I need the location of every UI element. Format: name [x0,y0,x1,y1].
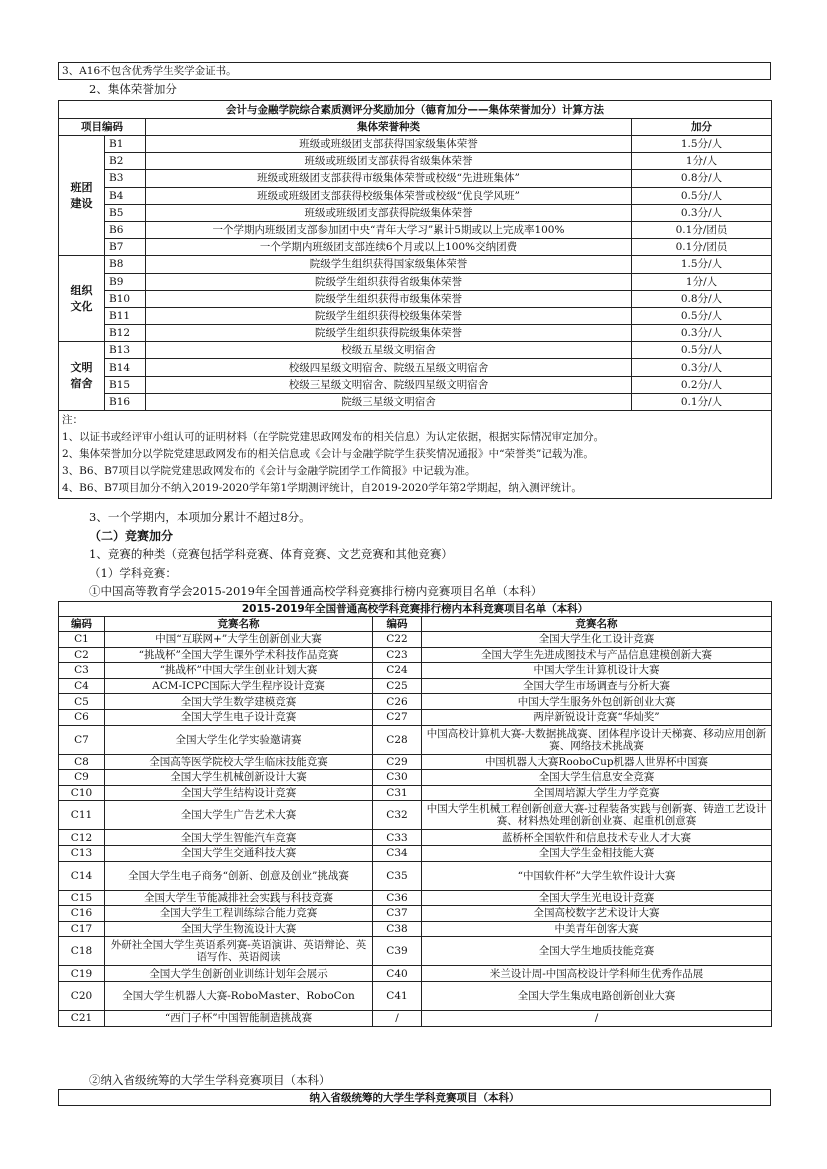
competition-code: C29 [373,754,422,770]
competition-name: 全国大学生数学建模竞赛 [105,694,373,710]
item-code: B1 [105,136,146,153]
competition-code: C36 [373,890,422,906]
limit-paragraph: 3、一个学期内，本项加分累计不超过8分。 [89,510,311,524]
note-line: 注： [62,414,83,426]
honor-description: 班级或班级团支部获得国家级集体荣誉 [146,136,632,153]
item-code: B13 [105,342,146,359]
item-code: B5 [105,204,146,221]
score-value: 0.8分/人 [632,290,772,307]
header-cell: 加分 [632,119,772,136]
competition-name: 两岸新锐设计竞赛“华灿奖” [422,709,772,725]
competition-code: C40 [373,966,422,982]
table-row [59,966,772,982]
table-row [59,663,772,679]
section-title: （二）竞赛加分 [89,529,174,543]
note-line: 1、以证书或经评审小组认可的证明材料（在学院党建思政网发布的相关信息）为认定依据，根据实际情况审定加分。 [62,431,605,443]
honor-description: 院级学生组织获得校级集体荣誉 [146,307,632,324]
competition-name: 中国“互联网+”大学生创新创业大赛 [105,632,373,648]
table-row [59,359,772,376]
competition-name: 全国大学生电子商务“创新、创意及创业”挑战赛 [105,861,373,890]
score-value: 0.8分/人 [632,170,772,187]
competition-name: 全国大学生地质技能竞赛 [422,937,772,966]
competition-name: 全国大学生物流设计大赛 [105,921,373,937]
competition-code: C31 [373,785,422,801]
item-code: B8 [105,256,146,273]
honor-description: 班级或班级团支部获得院级集体荣誉 [146,204,632,221]
table-row [59,709,772,725]
competition-code: C23 [373,647,422,663]
table-row [59,393,772,410]
competition-code: C27 [373,709,422,725]
competition-name: 全国大学生金相技能大赛 [422,845,772,861]
competition-name: 全国大学生创新创业训练计划年会展示 [105,966,373,982]
competition-code: C5 [59,694,105,710]
competition-name: 全国大学生结构设计竞赛 [105,785,373,801]
competition-name: 全国大学生节能减排社会实践与科技竞赛 [105,890,373,906]
item-code: B9 [105,273,146,290]
honor-description: 校级五星级文明宿舍 [146,342,632,359]
competition-code: C6 [59,709,105,725]
competition-name: 全国大学生交通科技大赛 [105,845,373,861]
header-cell: 竞赛名称 [105,617,373,632]
score-value: 0.3分/人 [632,325,772,342]
table-row [59,273,772,290]
competition-code: C25 [373,678,422,694]
table-row [59,290,772,307]
table-row [59,694,772,710]
competition-code: C13 [59,845,105,861]
score-value: 0.3分/人 [632,359,772,376]
provincial-table-title: 纳入省级统筹的大学生学科竞赛项目（本科） [59,1090,771,1106]
competition-code: C8 [59,754,105,770]
honor-description: 班级或班级团支部获得省级集体荣誉 [146,153,632,170]
table-row [59,981,772,1010]
competition-name: 全国大学生机器人大赛-RoboMaster、RoboCon [105,981,373,1010]
table-row [59,830,772,846]
table-header-row [59,617,772,632]
honor-description: 院级学生组织获得市级集体荣誉 [146,290,632,307]
item-code: B14 [105,359,146,376]
item-code: B12 [105,325,146,342]
competition-name: 全国大学生市场调查与分析大赛 [422,678,772,694]
score-value: 0.5分/人 [632,187,772,204]
table-row [59,239,772,256]
competition-code: C28 [373,725,422,754]
honor-description: 校级三星级文明宿舍、院级四星级文明宿舍 [146,376,632,393]
score-value: 0.5分/人 [632,307,772,324]
item-code: B15 [105,376,146,393]
competition-name: 全国大学生化工设计竞赛 [422,632,772,648]
competition-code: C1 [59,632,105,648]
table-row [59,647,772,663]
competition-name: 全国大学生机械创新设计大赛 [105,770,373,786]
competition-name: / [422,1010,772,1026]
header-cell: 竞赛名称 [422,617,772,632]
competition-name: 全国周培源大学生力学竞赛 [422,785,772,801]
honor-description: 班级或班级团支部获得市级集体荣誉或校级“先进班集体” [146,170,632,187]
competition-table [58,601,772,1027]
competition-name: 中国大学生服务外包创新创业大赛 [422,694,772,710]
competition-code: C3 [59,663,105,679]
top-note-box [58,62,771,80]
competition-code: C11 [59,801,105,830]
header-cell: 编码 [59,617,105,632]
honor-description: 一个学期内班级团支部连续6个月或以上100%交纳团费 [146,239,632,256]
competition-code: C4 [59,678,105,694]
competition-name: 全国大学生工程训练综合能力竞赛 [105,906,373,922]
table-row [59,845,772,861]
table-row [59,770,772,786]
competition-name: ACM-ICPC国际大学生程序设计竞赛 [105,678,373,694]
competition-name: “中国软件杯”大学生软件设计大赛 [422,861,772,890]
subject-competition-label: （1）学科竞赛： [89,566,177,580]
item-code: B3 [105,170,146,187]
competition-code: C16 [59,906,105,922]
competition-name: 全国大学生电子设计竞赛 [105,709,373,725]
table-row [59,906,772,922]
table-row [59,325,772,342]
competition-name: 外研社全国大学生英语系列赛-英语演讲、英语辩论、英语写作、英语阅读 [105,937,373,966]
competition-code: C10 [59,785,105,801]
header-cell: 集体荣誉种类 [146,119,632,136]
score-value: 1分/人 [632,273,772,290]
score-value: 1分/人 [632,153,772,170]
competition-code: / [373,1010,422,1026]
item-code: B2 [105,153,146,170]
table-row [59,153,772,170]
provincial-list-heading: ②纳入省级统筹的大学生学科竞赛项目（本科） [89,1073,331,1087]
table-row [59,187,772,204]
collective-honor-table [58,100,772,499]
header-cell: 项目编码 [59,119,146,136]
ranking-list-heading: ①中国高等教育学会2015-2019年全国普通高校学科竞赛排行榜内竞赛项目名单（本科） [89,584,543,598]
competition-name: 全国大学生光电设计竞赛 [422,890,772,906]
competition-name: “挑战杯”全国大学生课外学术科技作品竞赛 [105,647,373,663]
competition-code: C12 [59,830,105,846]
competition-code: C26 [373,694,422,710]
header-cell: 编码 [373,617,422,632]
competition-code: C33 [373,830,422,846]
score-value: 0.1分/人 [632,393,772,410]
competition-code: C32 [373,801,422,830]
competition-types: 1、竞赛的种类（竞赛包括学科竞赛、体育竞赛、文艺竞赛和其他竞赛） [89,547,453,561]
competition-code: C15 [59,890,105,906]
competition-name: 全国大学生信息安全竞赛 [422,770,772,786]
honor-description: 一个学期内班级团支部参加团中央“青年大学习”累计5期或以上完成率100% [146,221,632,238]
competition-name: 全国高校数字艺术设计大赛 [422,906,772,922]
competition-name: 中国高校计算机大赛-大数据挑战赛、团体程序设计天梯赛、移动应用创新赛、网络技术挑战赛 [422,725,772,754]
competition-code: C2 [59,647,105,663]
score-value: 0.1分/团员 [632,239,772,256]
item-code: B6 [105,221,146,238]
table-row [59,785,772,801]
competition-code: C20 [59,981,105,1010]
competition-code: C35 [373,861,422,890]
table-row [59,136,772,153]
table-notes [59,411,772,499]
note-line: 4、B6、B7项目加分不纳入2019-2020学年第1学期测评统计，自2019-2020学年第2学期起，纳入测评统计。 [62,482,582,494]
table-row [59,921,772,937]
competition-code: C37 [373,906,422,922]
table-row [59,342,772,359]
table-row [59,1010,772,1026]
honor-description: 班级或班级团支部获得校级集体荣誉或校级“优良学风班” [146,187,632,204]
score-value: 0.5分/人 [632,342,772,359]
competition-code: C17 [59,921,105,937]
table-row [59,632,772,648]
competition-code: C9 [59,770,105,786]
collective-table-title: 会计与金融学院综合素质测评分奖励加分（德育加分——集体荣誉加分）计算方法 [59,101,772,119]
competition-code: C7 [59,725,105,754]
table-row [59,678,772,694]
competition-code: C30 [373,770,422,786]
top-note: 3、A16不包含优秀学生奖学金证书。 [59,63,771,80]
table-row [59,376,772,393]
table-row [59,725,772,754]
competition-name: 中国大学生机械工程创新创意大赛-过程装备实践与创新赛、铸造工艺设计赛、材料热处理创新创业赛、起重机创意赛 [422,801,772,830]
table-row [59,256,772,273]
competition-name: 全国大学生广告艺术大赛 [105,801,373,830]
competition-name: 全国大学生集成电路创新创业大赛 [422,981,772,1010]
competition-code: C18 [59,937,105,966]
competition-name: 中美青年创客大赛 [422,921,772,937]
competition-table-title: 2015-2019年全国普通高校学科竞赛排行榜内本科竞赛项目名单（本科） [59,602,772,617]
honor-description: 院级三星级文明宿舍 [146,393,632,410]
item-code: B4 [105,187,146,204]
score-value: 0.1分/团员 [632,221,772,238]
table-row [59,801,772,830]
table-row [59,754,772,770]
table-row [59,307,772,324]
competition-code: C34 [373,845,422,861]
competition-name: 中国大学生计算机设计大赛 [422,663,772,679]
competition-code: C39 [373,937,422,966]
competition-code: C19 [59,966,105,982]
competition-name: 全国大学生化学实验邀请赛 [105,725,373,754]
score-value: 0.2分/人 [632,376,772,393]
competition-name: 中国机器人大赛RooboCup机器人世界杯中国赛 [422,754,772,770]
competition-name: “西门子杯”中国智能制造挑战赛 [105,1010,373,1026]
group-label: 班团 建设 [59,136,105,256]
competition-name: “挑战杯”中国大学生创业计划大赛 [105,663,373,679]
item-code: B7 [105,239,146,256]
table-row [59,170,772,187]
table-row [59,861,772,890]
note-line: 2、集体荣誉加分以学院党建思政网发布的相关信息或《会计与金融学院学生获奖情况通报》中“荣誉类”记载为准。 [62,448,594,460]
score-value: 1.5分/人 [632,136,772,153]
group-label: 文明 宿舍 [59,342,105,411]
competition-code: C22 [373,632,422,648]
group-label: 组织 文化 [59,256,105,342]
provincial-table [58,1089,771,1106]
competition-code: C24 [373,663,422,679]
item-code: B11 [105,307,146,324]
honor-description: 院级学生组织获得院级集体荣誉 [146,325,632,342]
competition-name: 全国高等医学院校大学生临床技能竞赛 [105,754,373,770]
competition-name: 蓝桥杯全国软件和信息技术专业人才大赛 [422,830,772,846]
item-code: B10 [105,290,146,307]
note-line: 3、B6、B7项目以学院党建思政网发布的《会计与金融学院团学工作简报》中记载为准。 [62,465,476,477]
competition-code: C21 [59,1010,105,1026]
competition-name: 全国大学生智能汽车竞赛 [105,830,373,846]
table-header-row [59,119,772,136]
competition-name: 全国大学生先进成图技术与产品信息建模创新大赛 [422,647,772,663]
competition-code: C41 [373,981,422,1010]
score-value: 0.3分/人 [632,204,772,221]
collective-heading: 2、集体荣誉加分 [89,82,177,96]
table-row [59,221,772,238]
competition-name: 米兰设计周-中国高校设计学科师生优秀作品展 [422,966,772,982]
competition-code: C38 [373,921,422,937]
score-value: 1.5分/人 [632,256,772,273]
honor-description: 院级学生组织获得省级集体荣誉 [146,273,632,290]
table-row [59,937,772,966]
table-row [59,890,772,906]
competition-code: C14 [59,861,105,890]
item-code: B16 [105,393,146,410]
table-row [59,204,772,221]
honor-description: 校级四星级文明宿舍、院级五星级文明宿舍 [146,359,632,376]
honor-description: 院级学生组织获得国家级集体荣誉 [146,256,632,273]
